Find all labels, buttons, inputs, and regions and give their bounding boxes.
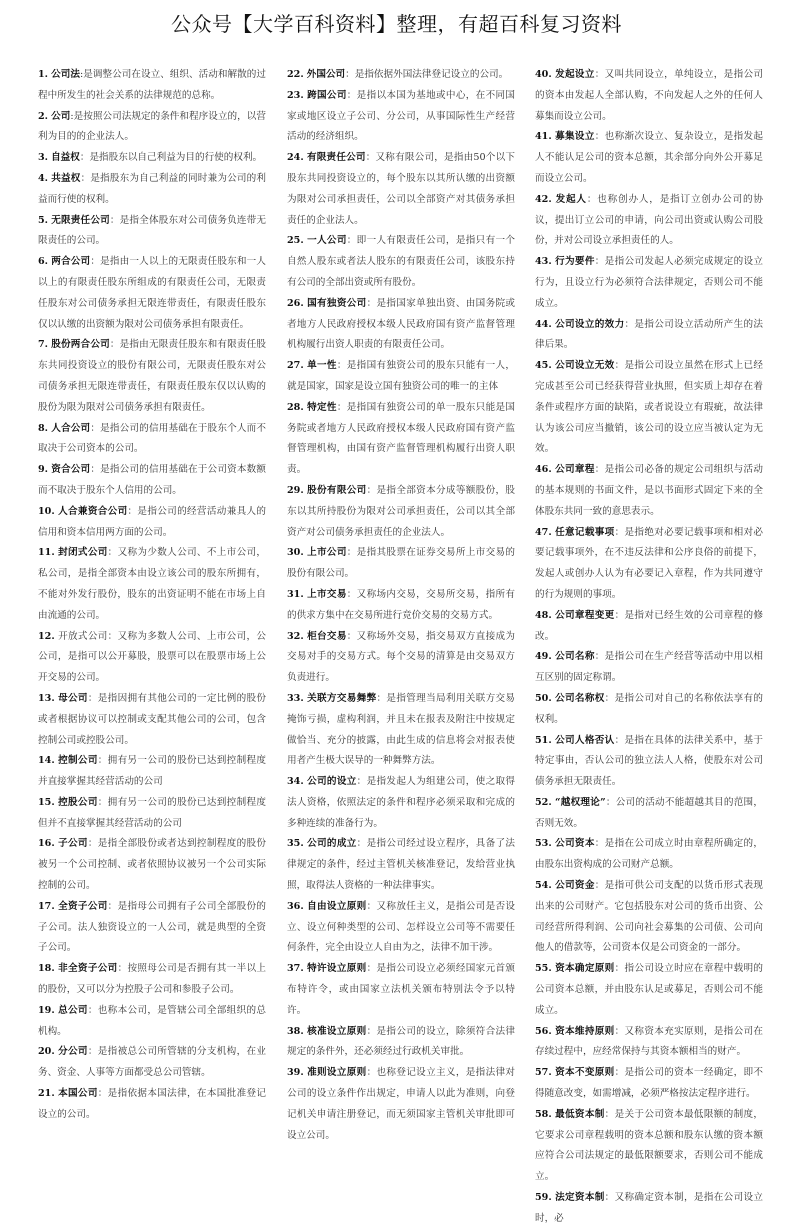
entry-number: 23. [287,89,304,101]
entry-number: 41. [535,131,552,143]
glossary-entry [287,897,515,959]
entry-definition: ：又称资本充实原则，是指公司在存续过程中，应经常保持与其资本额相当的财产。 [535,1025,763,1058]
entry-number: 50. [535,692,552,704]
glossary-entry [38,252,266,335]
entry-term: 发起人 [555,193,587,205]
entry-term: 公司章程变更 [555,609,615,621]
glossary-entry [38,1001,266,1043]
entry-number: 5. [38,214,49,226]
glossary-entry [38,502,266,544]
entry-term: 行为要件 [555,256,595,268]
entry-definition: ：是指依据外国法律登记设立的公司。 [345,69,509,80]
glossary-entry [535,65,763,127]
entry-term: 公司 [51,110,71,122]
entry-term: 公司章程 [555,464,595,476]
glossary-entry [535,356,763,460]
entry-number: 15. [38,796,55,808]
entry-number: 40. [535,69,552,80]
entry-definition: ：公司的活动不能超越其目的范围，否则无效。 [535,796,763,829]
glossary-entry [287,86,515,148]
glossary-entry [535,647,763,689]
entry-term: 母公司 [58,692,88,704]
entry-number: 55. [535,963,552,975]
entry-definition: ：是指其股票在证券交易所上市交易的股份有限公司。 [287,547,515,580]
entry-term: 法定资本制 [555,1192,605,1204]
entry-term: 公司资本 [555,838,595,850]
entry-number: 18. [38,963,55,975]
entry-definition: ：是指可供公司支配的以货币形式表现出来的公司财产。它包括股东对公司的货币出资、公司经营所得利润、公司向社会募集的公司债、公司向他人的借款等，公司资本仅是公司资金的一部分。 [535,880,763,954]
glossary-entry [38,211,266,253]
glossary-entry [535,460,763,522]
entry-number: 33. [287,692,304,704]
entry-number: 52. [535,796,552,808]
glossary-entry [38,107,266,149]
entry-definition: ：是指公司在生产经营等活动中用以相互区别的固定称谓。 [535,651,763,684]
entry-definition: ：是指公司对自己的名称依法享有的权利。 [535,692,764,725]
entry-term: 任意记载事项 [555,526,615,538]
glossary-entry [287,959,515,1021]
entry-number: 11. [38,547,55,559]
entry-term: 公司名称权 [555,692,605,704]
glossary-entry [535,1188,763,1230]
entry-definition: ：是指公司设立活动所产生的法律后果。 [535,318,764,351]
entry-number: 46. [535,464,552,476]
entry-definition: ：是指全部股份或者达到控制程度的股份被另一个公司控制、或者依照协议被另一个公司实际控制的公司。 [38,838,266,892]
entry-definition: ：是指公司的信用基础在于股东个人而不取决于公司资本的公司。 [38,422,266,455]
entry-definition: ：拥有另一公司的股份已达到控制程度但并不直接掌握其经营活动的公司 [38,796,266,829]
entry-term: “越权理论” [555,796,606,808]
entry-term: 准则设立原则 [307,1067,367,1079]
entry-term: 公司资金 [555,880,595,892]
glossary-entry [287,356,515,398]
entry-number: 54. [535,880,552,892]
entry-number: 48. [535,609,552,621]
entry-number: 34. [287,776,304,788]
column-3 [535,65,763,1230]
entry-definition: ：是指以本国为基地或中心，在不同国家或地区设立子公司、分公司，从事国际性生产经营活动的经济组织。 [287,89,515,143]
entry-definition: ：又称确定资本制，是指在公司设立时，必 [535,1192,764,1224]
glossary-entry [287,398,515,481]
glossary-entry [535,606,763,648]
glossary-entry [535,876,763,959]
glossary-entry [287,689,515,772]
glossary-entry [287,148,515,231]
entry-definition: ：是指由无限责任股东和有限责任股东共同投资设立的股份有限公司，无限责任股东对公司债务承担无限连带责任，有限责任股东仅以认购的股份为限为限对公司债务承担有限责任。 [38,339,267,413]
entry-number: 59. [535,1192,552,1204]
entry-term: 控制公司 [58,755,98,767]
entry-term: 无限责任公司 [51,214,110,226]
entry-term: 公司人格否认 [555,734,615,746]
glossary-entry [535,1063,763,1105]
entry-definition: ：是指股东以自己利益为目的行使的权利。 [79,152,263,164]
entry-definition: ：是指在具体的法律关系中，基于特定事由，否认公司的独立法人人格，使股东对公司债务承担无限责任。 [535,734,763,788]
glossary-entry [535,190,763,252]
entry-definition: ：是指因拥有其他公司的一定比例的股份或者根据协议可以控制或支配其他公司的公司，包含控制公司或控股公司。 [38,692,266,746]
entry-number: 17. [38,900,55,912]
entry-definition: ：是指国有独资公司的股东只能有一人，就是国家，国家是设立国有独资公司的唯一的主体 [287,360,515,392]
entry-definition: ：是指公司的设立，除须符合法律规定的条件外，还必须经过行政机关审批。 [287,1025,515,1058]
glossary-entry [287,1063,515,1146]
entry-definition: 开放式公司：又称为多数人公司、上市公司，公公司，是指可以公开募股，股票可以在股票市场上公开交易的公司。 [38,630,266,684]
entry-term: 全资子公司 [58,900,108,912]
entry-number: 24. [287,152,304,164]
entry-definition: ：又称有限公司，是指由50个以下股东共同投资设立的，每个股东以其所认缴的出资额为限对公司承担责任，公司以全部资产对其债务承担责任的企业法人。 [287,152,515,226]
entry-term: 本国公司 [58,1088,98,1100]
entry-number: 42. [535,193,552,205]
glossary-entry [535,959,763,1021]
entry-definition: ：也称登记设立主义，是指法律对公司的设立条件作出规定，申请人以此为准则，向登记机关申请注册登记，而无须国家主管机关审批即可设立公司。 [287,1067,515,1141]
glossary-entry [38,460,266,502]
entry-term: 控股公司 [58,796,98,808]
entry-number: 26. [287,297,304,309]
entry-definition: ：也称渐次设立、复杂设立，是指发起人不能认足公司的资本总额，其余部分向外公开募足而设立公司。 [535,131,763,184]
entry-number: 36. [287,900,304,912]
glossary-entry [38,897,266,959]
glossary-entry [287,834,515,896]
entry-definition: ：是指公司必备的规定公司组织与活动的基本规则的书面文件，是以书面形式固定下来的全体股东共同一致的意思表示。 [535,464,763,517]
entry-number: 4. [38,172,49,184]
entry-term: 股份两合公司 [51,339,110,351]
entry-number: 2. [38,110,49,122]
glossary-entry [38,148,266,169]
entry-definition: ：按照母公司是否拥有其一半以上的股份，又可以分为控股子公司和参股子公司。 [38,963,266,996]
entry-definition: ：是指全体股东对公司债务负连带无限责任的公司。 [38,214,267,247]
glossary-entry [535,689,763,731]
glossary-entry [535,315,763,357]
entry-definition: ：是指对已经生效的公司章程的修改。 [535,609,763,642]
entry-term: 两合公司 [51,256,91,268]
entry-definition: ：又称场外交易，指交易双方直接成为交易对手的交易方式。每个交易的清算是由交易双方负责进行。 [287,630,515,684]
entry-term: 一人公司 [307,235,347,247]
glossary-entry [38,65,266,107]
entry-term: 总公司 [58,1004,88,1016]
entry-number: 21. [38,1088,55,1100]
entry-definition: ：是指母公司拥有子公司全部股份的子公司。法人独资设立的一人公司，就是典型的全资子公司。 [38,900,267,954]
entry-number: 45. [535,360,552,372]
entry-term: 外国公司 [306,69,346,80]
entry-term: 公司设立的效力 [555,318,625,330]
glossary-entry [535,731,763,793]
entry-term: 单一性 [307,360,337,372]
glossary-entry [38,335,266,418]
glossary-entry [535,252,763,314]
glossary-entry [535,1022,763,1064]
entry-number: 1. [38,69,49,80]
glossary-entry [287,231,515,293]
entry-term: 上市公司 [307,547,347,559]
entry-number: 51. [535,734,552,746]
entry-number: 6. [38,256,49,268]
entry-term: 核准设立原则 [307,1025,367,1037]
entry-number: 35. [287,838,304,850]
entry-definition: ：是指公司经过设立程序，具备了法律规定的条件，经过主管机关核准登记，发给营业执照，取得法人资格的一种法律事实。 [287,838,516,892]
entry-definition: ：是关于公司资本最低限额的制度，它要求公司章程载明的资本总额和股东认缴的资本额应符合公司法规定的最低限额要求，否则公司不能成立。 [535,1108,764,1183]
entry-term: 资合公司 [51,464,91,476]
entry-definition: ：又称场内交易，交易所交易，指所有的供求方集中在交易所进行竞价交易的交易方式。 [287,588,515,621]
entry-number: 10. [38,505,55,517]
entry-definition: ：是指由一人以上的无限责任股东和一人以上的有限责任股东所组成的有限责任公司，无限责任股东对公司债务承担无限连带责任，有限责任股东仅以认缴的出资额为限对公司债务承担有限责任。 [38,256,266,330]
entry-term: 资本不变原则 [555,1067,615,1079]
entry-term: 公司名称 [555,651,595,663]
entry-definition: ：又称为少数人公司、不上市公司，私公司，是指全部资本由设立该公司的股东所拥有，不能对外发行股份，股东的出资证明不能在市场上自由流通的公司。 [38,547,267,621]
entry-term: 自由设立原则 [307,900,367,912]
glossary-entry [38,627,266,689]
entry-number: 3. [38,152,49,164]
entry-term: 公司的设立 [307,776,357,788]
entry-number: 28. [287,401,304,413]
entry-definition: ：即一人有限责任公司，是指只有一个自然人股东或者法人股东的有限责任公司，该股东持有公司的全部出资或所有股份。 [287,235,515,288]
entry-definition: ：是指公司设立必须经国家元首颁布特许令，或由国家立法机关颁布特别法令予以特许。 [287,963,515,1016]
glossary-entry [287,294,515,356]
glossary-entry [535,523,763,606]
entry-definition: ：是指公司发起人必须完成规定的设立行为，且设立行为必须符合法律规定，否则公司不能成立。 [535,256,763,309]
entry-definition: :是按照公司法规定的条件和程序设立的，以营利为目的的企业法人。 [38,110,266,143]
entry-term: 特许设立原则 [307,963,367,975]
entry-term: 发起设立 [555,69,595,80]
entry-term: 公司法 [51,69,80,80]
entry-number: 30. [287,547,304,559]
glossary-entry [287,585,515,627]
entry-term: 最低资本制 [555,1108,605,1120]
entry-definition: ：是指公司的资本一经确定，即不得随意改变，如需增减，必须严格按法定程序进行。 [535,1067,763,1100]
entry-definition: ：是指国家单独出资、由国务院或者地方人民政府授权本级人民政府国有资产监督管理机构履行出资人职责的有限责任公司。 [287,297,515,351]
entry-number: 12. [38,630,55,642]
entry-definition: ：是指在公司成立时由章程所确定的，由股东出资构成的公司财产总额。 [535,838,763,871]
entry-definition: ：指公司设立时应在章程中载明的公司资本总额，并由股东认足或募足，否则公司不能成立。 [535,963,763,1016]
entry-number: 47. [535,526,552,538]
entry-term: 跨国公司 [307,89,347,101]
glossary-entry [38,543,266,626]
entry-definition: ：又称放任主义，是指公司是否设立、设立何种类型的公司、怎样设立公司等不需要任何条件，完全由设立人自由为之，法律不加干涉。 [287,900,515,954]
glossary-entry [535,793,763,835]
glossary-entry [38,834,266,896]
entry-number: 49. [535,651,552,663]
entry-number: 44. [535,318,552,330]
entry-definition: :是调整公司在设立、组织、活动和解散的过程中所发生的社会关系的法律规范的总称。 [38,69,266,101]
entry-definition: ：是指依据本国法律，在本国批准登记设立的公司。 [38,1088,266,1120]
entry-number: 29. [287,484,304,496]
glossary-entry [38,689,266,751]
entry-number: 22. [287,69,304,80]
page-title: 公众号【大学百科资料】整理，有超百科复习资料 [171,12,622,36]
glossary-entry [38,1084,266,1126]
glossary-entry [287,481,515,543]
glossary-entry [287,65,515,86]
entry-term: 关联方交易舞弊 [307,692,377,704]
entry-number: 19. [38,1004,55,1016]
entry-number: 43. [535,256,552,268]
entry-definition: ：是指公司设立虽然在形式上已经完成甚至公司已经获得营业执照，但实质上却存在着条件或程序方面的缺陷，或者说设立有瑕疵，故法律认为该公司应当撤销，该公司的设立应当被认定为无效。 [535,360,763,455]
glossary-entry [38,169,266,211]
entry-number: 14. [38,755,55,767]
entry-term: 共益权 [51,172,81,184]
glossary-entry [287,1022,515,1064]
entry-number: 8. [38,422,49,434]
entry-definition: ：拥有另一公司的股份已达到控制程度并直接掌握其经营活动的公司 [38,755,266,788]
column-2 [287,65,515,1146]
glossary-entry [287,543,515,585]
entry-definition: ：是指股东为自己利益的同时兼为公司的利益而行使的权利。 [38,172,267,205]
entry-term: 自益权 [51,152,80,164]
entry-number: 39. [287,1067,304,1079]
entry-term: 股份有限公司 [307,484,367,496]
entry-term: 特定性 [307,401,337,413]
entry-term: 有限责任公司 [306,152,366,164]
entry-term: 柜台交易 [307,630,347,642]
entry-term: 资本维持原则 [555,1025,615,1037]
glossary-entry [535,127,763,189]
entry-term: 非全资子公司 [58,963,118,975]
entry-term: 资本确定原则 [555,963,615,975]
entry-number: 25. [287,235,304,247]
entry-term: 公司设立无效 [555,360,615,372]
entry-number: 16. [38,838,55,850]
entry-number: 20. [38,1046,55,1058]
entry-term: 公司的成立 [307,838,357,850]
column-1 [38,65,266,1126]
glossary-entry [287,772,515,834]
entry-definition: ：是指公司的经营活动兼具人的信用和资本信用两方面的公司。 [38,505,267,538]
glossary-entry [38,419,266,461]
entry-definition: ：是指绝对必要记载事项和相对必要记载事项外，在不违反法律和公序良俗的前提下，发起人或创办人认为有必要记入章程，作为共同遵守的行为规则的事项。 [535,526,763,600]
entry-term: 国有独资公司 [307,297,367,309]
entry-number: 27. [287,360,304,372]
entry-number: 57. [535,1067,552,1079]
entry-term: 分公司 [58,1046,88,1058]
entry-term: 人合公司 [51,422,91,434]
glossary-entry [38,1042,266,1084]
entry-number: 38. [287,1025,304,1037]
glossary-entry [535,834,763,876]
entry-term: 封闭式公司 [58,547,108,559]
entry-number: 58. [535,1108,552,1120]
entry-definition: ：是指管理当局利用关联方交易掩饰亏损，虚构利润，并且未在报表及附注中按规定做恰当、充分的披露，由此生成的信息将会对报表使用者产生极大误导的一种舞弊方法。 [287,692,516,767]
entry-definition: ：也称创办人，是指订立创办公司的协议，提出订立公司的申请，向公司出资或认购公司股份，并对公司设立承担责任的人。 [535,193,764,247]
entry-definition: ：是指被总公司所管辖的分支机构，在业务、资金、人事等方面都受总公司管辖。 [38,1046,266,1079]
entry-number: 9. [38,464,49,476]
entry-term: 人合兼资合公司 [58,505,128,517]
entry-term: 募集设立 [555,131,595,143]
entry-number: 7. [38,339,49,351]
entry-number: 37. [287,963,304,975]
glossary-entry [535,1105,763,1188]
glossary-entry [38,751,266,793]
entry-definition: ：是指公司的信用基础在于公司资本数额而不取决于股东个人信用的公司。 [38,464,266,496]
entry-number: 32. [287,630,304,642]
glossary-entry [38,793,266,835]
entry-term: 子公司 [58,838,88,850]
entry-definition: ：又叫共同设立，单纯设立，是指公司的资本由发起人全部认购，不向发起人之外的任何人募集而设立公司。 [535,69,763,122]
entry-number: 31. [287,588,304,600]
entry-definition: ：是指发起人为组建公司，使之取得法人资格，依照法定的条件和程序必须采取和完成的多种连续的准备行为。 [287,776,516,829]
entry-number: 53. [535,838,552,850]
entry-definition: ：是指国有独资公司的单一股东只能是国务院或者地方人民政府授权本级人民政府国有资产监督管理机构，由国有资产监督管理机构履行出资人职责。 [287,401,515,476]
entry-term: 上市交易 [307,588,347,600]
glossary-entry [38,959,266,1001]
entry-number: 13. [38,692,55,704]
entry-definition: ：是指全部资本分成等额股份，股东以其所持股份为限对公司承担责任，公司以其全部资产对公司债务承担责任的企业法人。 [287,484,515,538]
entry-number: 56. [535,1025,552,1037]
entry-definition: ：也称本公司，是管辖公司全部组织的总机构。 [38,1004,266,1037]
glossary-entry [287,627,515,689]
